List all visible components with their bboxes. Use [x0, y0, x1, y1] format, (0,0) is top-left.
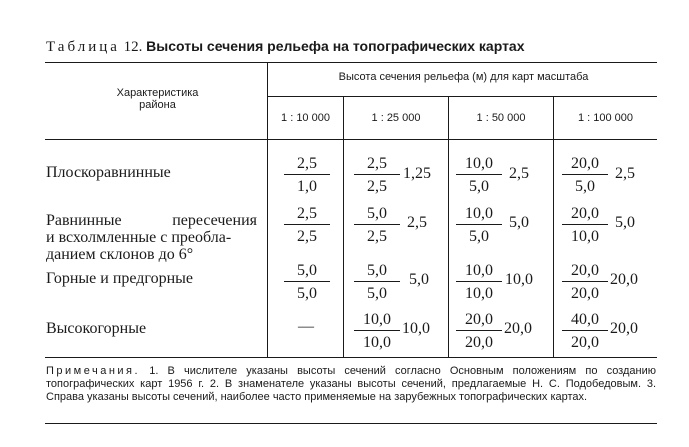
cell-r3-c2-side: 5,0: [409, 271, 429, 288]
denominator: 10,0: [363, 334, 391, 351]
header-region-line2: района: [139, 99, 176, 111]
denominator: 5,0: [297, 285, 317, 302]
table-bottom-rule: [45, 357, 657, 358]
numerator: 10,0: [465, 205, 493, 222]
header-scale-2: 1 : 25 000: [371, 112, 421, 124]
denominator: 10,0: [465, 285, 493, 302]
row-label-plain-rolling-line3: данием склонов до 6°: [46, 246, 194, 263]
numerator: 2,5: [297, 155, 317, 172]
fraction-bar: [562, 224, 608, 225]
cell-r2-c4-side: 5,0: [615, 214, 635, 231]
header-scale-4: 1 : 100 000: [577, 112, 634, 124]
fraction-bar: [354, 224, 400, 225]
numerator: 20,0: [571, 155, 599, 172]
row-label-plain-rolling-line2: и всхолмленные с преобла-: [46, 229, 232, 246]
cell-r1-c1: [284, 155, 330, 196]
numerator: 2,5: [367, 155, 387, 172]
table-caption-word: Таблица: [46, 39, 120, 55]
fraction-bar: [284, 174, 330, 175]
fraction-bar: [354, 330, 400, 331]
row-label-plain-rolling-line1: [46, 212, 257, 229]
row-label-plain-flat: Плоскоравнинные: [46, 164, 171, 181]
column-divider-1: [267, 62, 268, 357]
denominator: 10,0: [571, 228, 599, 245]
denominator: 5,0: [367, 285, 387, 302]
denominator: 2,5: [297, 228, 317, 245]
numerator: 20,0: [571, 205, 599, 222]
fraction-bar: [456, 224, 502, 225]
cell-r4-c3-side: 20,0: [504, 320, 532, 337]
header-region-label: [70, 87, 245, 111]
denominator: 20,0: [571, 285, 599, 302]
cell-r3-c3-side: 10,0: [505, 271, 533, 288]
numerator: 2,5: [297, 205, 317, 222]
cell-r1-c2-side: 1,25: [403, 165, 431, 182]
fraction-bar: [284, 281, 330, 282]
denominator: 5,0: [469, 178, 489, 195]
column-divider-4: [553, 96, 554, 357]
table-footnote: [46, 365, 656, 404]
denominator: 2,5: [367, 228, 387, 245]
cell-r2-c3: [456, 205, 502, 246]
row-label-mountain-foothill: Горные и предгорные: [46, 270, 193, 287]
fraction-bar: [456, 330, 502, 331]
cell-r4-c4: [562, 311, 608, 352]
denominator: 5,0: [469, 228, 489, 245]
numerator: 10,0: [363, 311, 391, 328]
header-group-rule: [267, 96, 657, 97]
table-top-rule: [45, 62, 657, 63]
cell-r3-c4: [562, 262, 608, 303]
footnote-text: 1. В числителе указаны высоты сечений согласно Основным положениям по созданию топографических карт 1956 г. 2. В знаменателе указаны высоты сечений, предлагаемые Н. С. Подобедовым. 3. Справа указаны высоты сечений, наиболее часто применяемые на зарубежных топографических картах.: [46, 365, 656, 403]
cell-r1-c2: [354, 155, 400, 196]
cell-r3-c4-side: 20,0: [610, 271, 638, 288]
fraction-bar: [562, 281, 608, 282]
cell-r2-c2-side: 2,5: [407, 214, 427, 231]
cell-r4-c2: [354, 311, 400, 352]
row-label-high-mountain: Высокогорные: [46, 320, 147, 337]
cell-r2-c1: [284, 205, 330, 246]
numerator: 5,0: [297, 262, 317, 279]
cell-r4-c4-side: 20,0: [610, 320, 638, 337]
header-scale-1: 1 : 10 000: [281, 112, 330, 124]
row-label-word: Равнинные: [46, 212, 122, 229]
row-label-word: пересечения: [172, 212, 257, 229]
cell-r4-c3: [456, 311, 502, 352]
denominator: 5,0: [575, 178, 595, 195]
column-divider-2: [343, 96, 344, 357]
cell-r1-c3-side: 2,5: [509, 165, 529, 182]
denominator: 1,0: [297, 178, 317, 195]
numerator: 5,0: [367, 262, 387, 279]
header-bottom-rule: [45, 139, 657, 140]
cell-r1-c3: [456, 155, 502, 196]
footnote-rule: [45, 423, 657, 424]
denominator: 20,0: [571, 334, 599, 351]
denominator: 20,0: [465, 334, 493, 351]
fraction-bar: [562, 330, 608, 331]
cell-r4-c1-dash: —: [298, 318, 314, 335]
header-scale-3: 1 : 50 000: [476, 112, 526, 124]
numerator: 10,0: [465, 155, 493, 172]
footnote-lead: Примечания.: [46, 365, 141, 377]
fraction-bar: [456, 281, 502, 282]
cell-r3-c2: [354, 262, 400, 303]
fraction-bar: [456, 174, 502, 175]
fraction-bar: [354, 281, 400, 282]
table-number: 12.: [123, 39, 143, 55]
cell-r4-c2-side: 10,0: [402, 320, 430, 337]
numerator: 20,0: [571, 262, 599, 279]
header-group-label: Высота сечения рельефа (м) для карт масштаба: [338, 71, 589, 83]
numerator: 40,0: [571, 311, 599, 328]
numerator: 10,0: [465, 262, 493, 279]
cell-r3-c1: [284, 262, 330, 303]
fraction-bar: [354, 174, 400, 175]
fraction-bar: [284, 224, 330, 225]
numerator: 20,0: [465, 311, 493, 328]
fraction-bar: [562, 174, 608, 175]
cell-r2-c2: [354, 205, 400, 246]
table-caption: [46, 38, 525, 56]
cell-r1-c4-side: 2,5: [615, 165, 635, 182]
cell-r2-c4: [562, 205, 608, 246]
cell-r3-c3: [456, 262, 502, 303]
numerator: 5,0: [367, 205, 387, 222]
denominator: 2,5: [367, 178, 387, 195]
cell-r2-c3-side: 5,0: [509, 214, 529, 231]
column-divider-3: [448, 96, 449, 357]
cell-r1-c4: [562, 155, 608, 196]
header-region-line1: Характеристика: [116, 87, 199, 99]
table-title: Высоты сечения рельефа на топографических картах: [146, 38, 525, 54]
